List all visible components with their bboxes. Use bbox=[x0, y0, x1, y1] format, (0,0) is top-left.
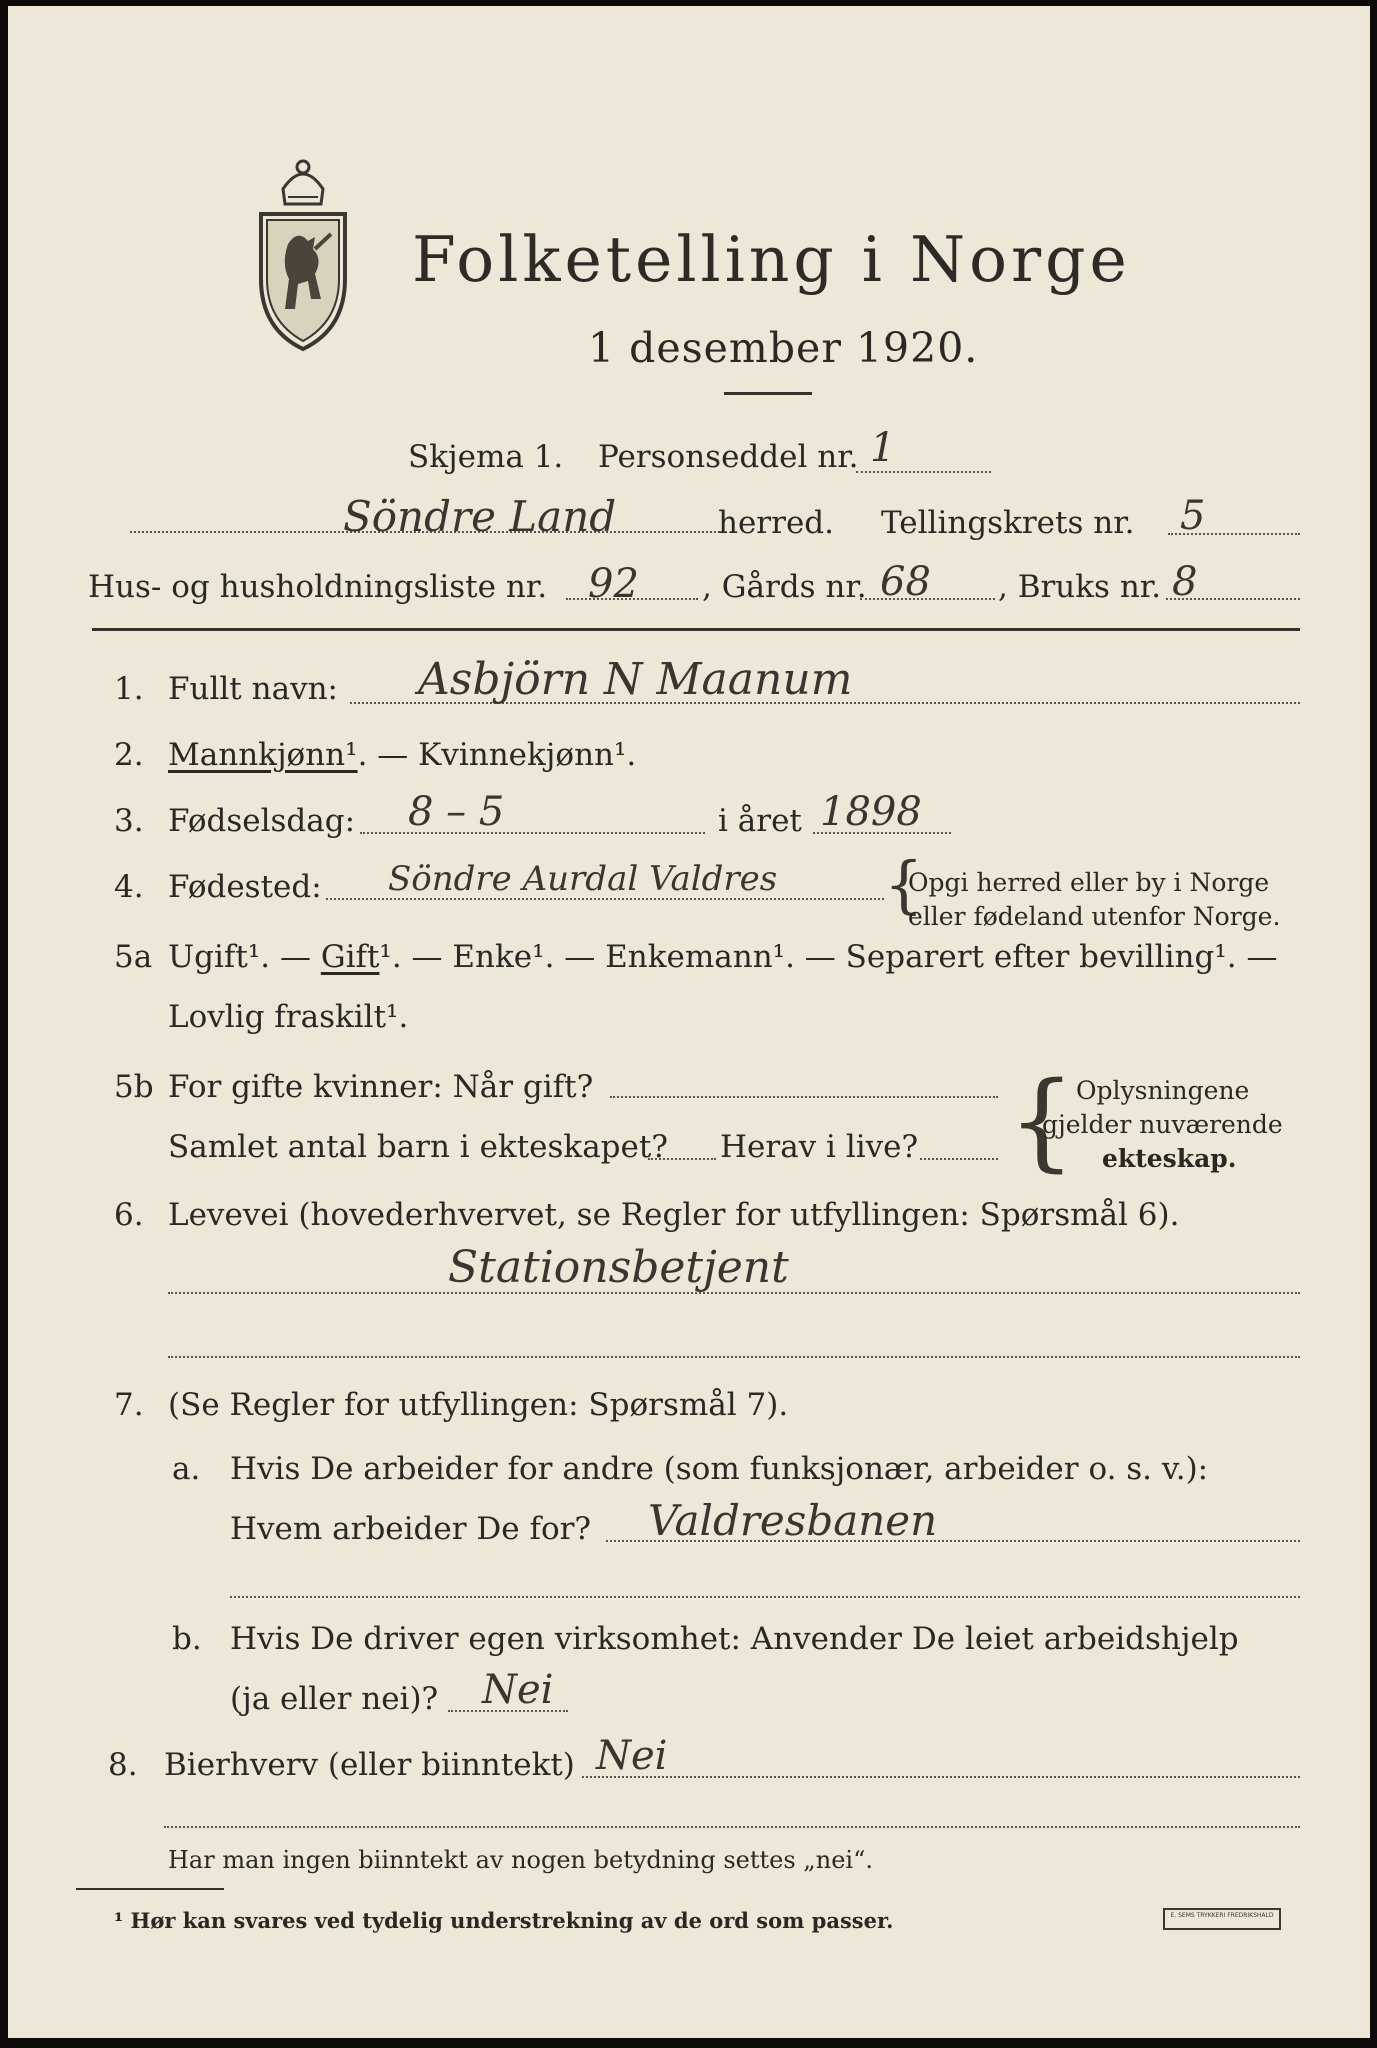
q5a-line2: Lovlig fraskilt¹. bbox=[168, 999, 409, 1035]
q5b-note-line3: ekteskap. bbox=[1102, 1144, 1237, 1173]
q5a-rest: ¹. — Enke¹. — Enkemann¹. — Separert efter bevilling¹. — bbox=[379, 939, 1278, 975]
herred-value: Söndre Land bbox=[343, 492, 617, 541]
q1-number: 1. bbox=[114, 671, 144, 707]
bruks-label: , Bruks nr. bbox=[998, 569, 1162, 605]
q1-label: Fullt navn: bbox=[168, 671, 338, 707]
q2-rest: . — Kvinnekjønn¹. bbox=[357, 737, 637, 773]
q5b-label2: Samlet antal barn i ekteskapet? bbox=[168, 1129, 668, 1165]
q7a-label2: Hvem arbeider De for? bbox=[230, 1511, 592, 1547]
q6-label: Levevei (hovederhvervet, se Regler for utfyllingen: Spørsmål 6). bbox=[168, 1197, 1180, 1233]
printer-stamp bbox=[1163, 1908, 1281, 1930]
q8-value: Nei bbox=[596, 1733, 668, 1779]
schema-label: Skjema 1. bbox=[408, 439, 564, 475]
q4-note-line2: eller fødeland utenfor Norge. bbox=[908, 902, 1281, 931]
husliste-label: Hus- og husholdningsliste nr. bbox=[88, 569, 548, 605]
q4-note-line1: Opgi herred eller by i Norge bbox=[908, 868, 1270, 897]
footnote: ¹ Hør kan svares ved tydelig understrekning av de ord som passer. bbox=[114, 1908, 894, 1933]
tellingskrets-label: Tellingskrets nr. bbox=[881, 505, 1135, 541]
q4-value: Söndre Aurdal Valdres bbox=[388, 859, 778, 899]
q5a-number: 5a bbox=[114, 939, 153, 975]
q6-number: 6. bbox=[114, 1197, 144, 1233]
herred-label: herred. bbox=[718, 505, 834, 541]
census-form bbox=[8, 6, 1370, 2038]
q5a-label bbox=[168, 939, 1278, 975]
q3-number: 3. bbox=[114, 803, 144, 839]
tellingskrets-value: 5 bbox=[1180, 493, 1206, 539]
gards-value: 68 bbox=[880, 559, 931, 605]
q5b-label3: Herav i live? bbox=[720, 1129, 919, 1165]
q5b-note-line1: Oplysningene bbox=[1076, 1076, 1250, 1105]
q3-label: Fødselsdag: bbox=[168, 803, 356, 839]
q8-note: Har man ingen biinntekt av nogen betydning settes „nei“. bbox=[168, 1846, 873, 1874]
q8-label: Bierhverv (eller biinntekt) bbox=[164, 1747, 575, 1783]
q5a-ugift: Ugift¹. — bbox=[168, 939, 321, 975]
printer-stamp-text: E. SEMS TRYKKERI FREDRIKSHALD bbox=[1170, 1912, 1274, 1919]
q7b-value: Nei bbox=[482, 1667, 554, 1713]
footnote-divider bbox=[76, 1888, 224, 1890]
personseddel-label: Personseddel nr. bbox=[598, 439, 859, 475]
q7a-label: Hvis De arbeider for andre (som funksjonær, arbeider o. s. v.): bbox=[230, 1451, 1209, 1487]
q2-male-option: Mannkjønn¹ bbox=[168, 737, 358, 773]
title-divider bbox=[724, 392, 812, 395]
header-divider bbox=[92, 628, 1300, 631]
q7a-letter: a. bbox=[172, 1451, 201, 1487]
q2-label bbox=[168, 737, 637, 773]
q5a-gift-option: Gift bbox=[320, 939, 380, 975]
gards-label: , Gårds nr. bbox=[702, 569, 867, 605]
census-date: 1 desember 1920. bbox=[588, 324, 979, 372]
bruks-value: 8 bbox=[1172, 559, 1198, 605]
q1-value: Asbjörn N Maanum bbox=[418, 654, 853, 705]
q6-value: Stationsbetjent bbox=[448, 1242, 789, 1293]
q5b-number: 5b bbox=[114, 1069, 154, 1105]
husliste-value: 92 bbox=[588, 561, 639, 607]
q4-number: 4. bbox=[114, 869, 144, 905]
q7b-label2: (ja eller nei)? bbox=[230, 1681, 439, 1717]
q3-year-label: i året bbox=[718, 803, 802, 839]
q4-label: Fødested: bbox=[168, 869, 322, 905]
page-title: Folketelling i Norge bbox=[412, 223, 1131, 296]
q5b-label1: For gifte kvinner: Når gift? bbox=[168, 1069, 594, 1105]
lion-crest-icon bbox=[253, 149, 353, 354]
personseddel-value: 1 bbox=[870, 425, 896, 471]
q7b-letter: b. bbox=[172, 1621, 202, 1657]
q5b-brace: { bbox=[1008, 1059, 1076, 1182]
q5b-note-line2: gjelder nuværende bbox=[1042, 1110, 1283, 1139]
q4-brace: { bbox=[884, 848, 924, 921]
q2-number: 2. bbox=[114, 737, 144, 773]
q7a-value: Valdresbanen bbox=[648, 1496, 938, 1545]
q8-number: 8. bbox=[108, 1747, 138, 1783]
q3-value: 8 – 5 bbox=[408, 789, 505, 835]
q7-number: 7. bbox=[114, 1387, 144, 1423]
q7b-label: Hvis De driver egen virksomhet: Anvender De leiet arbeidshjelp bbox=[230, 1621, 1239, 1657]
q3-year-value: 1898 bbox=[820, 789, 922, 835]
q7-label: (Se Regler for utfyllingen: Spørsmål 7). bbox=[168, 1387, 789, 1423]
coat-of-arms bbox=[253, 149, 353, 354]
